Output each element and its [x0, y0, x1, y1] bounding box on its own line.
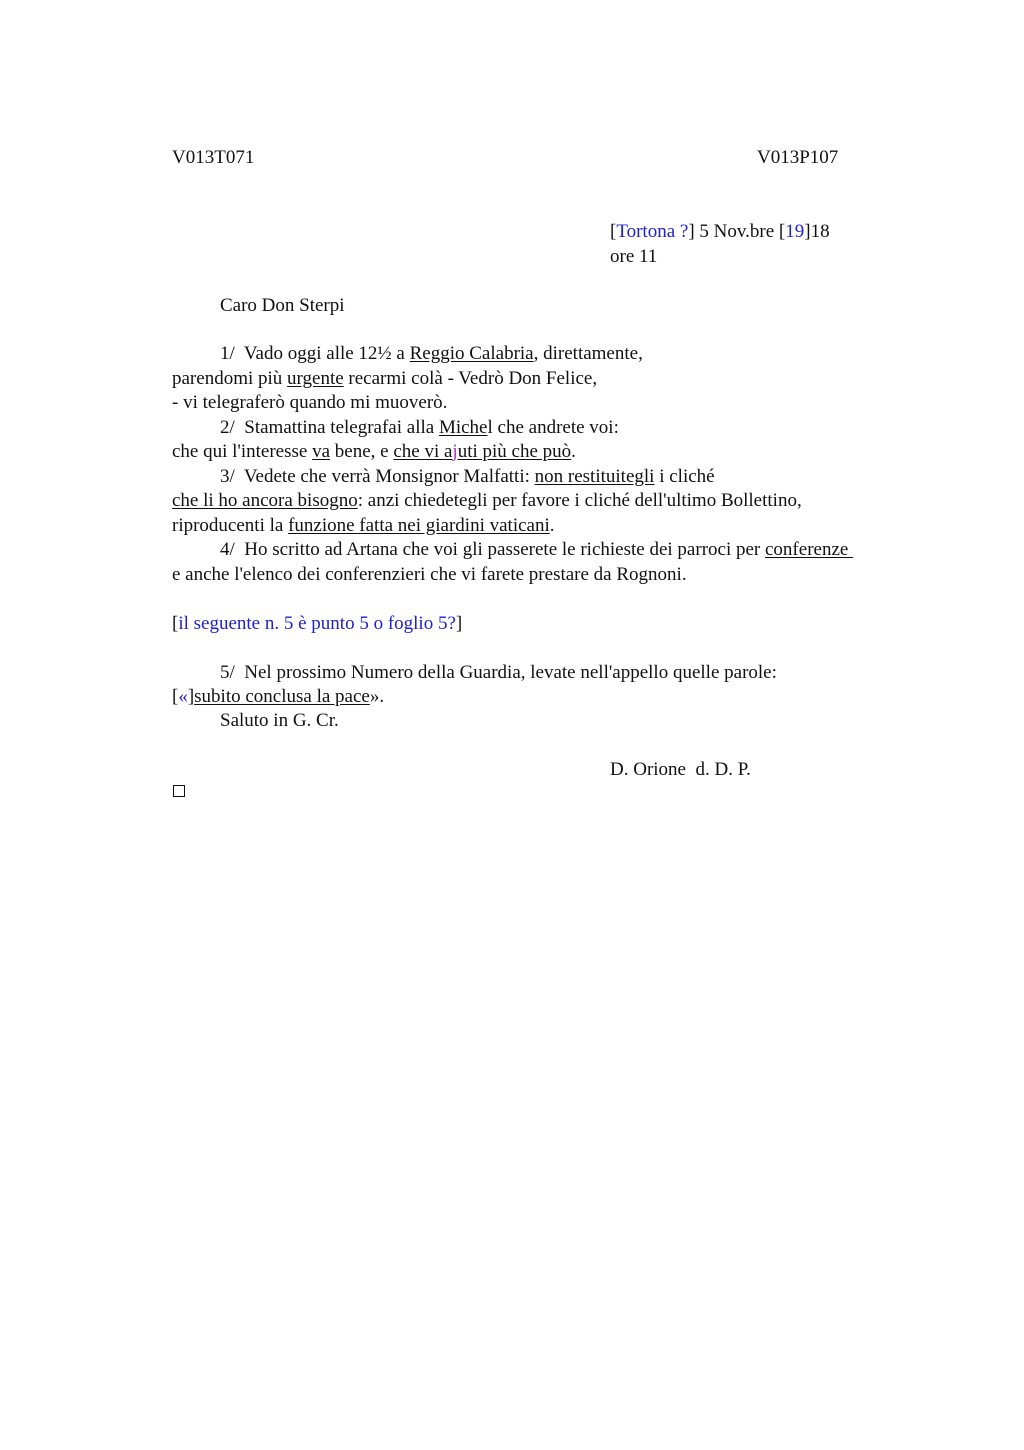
bracket: ] [455, 613, 463, 634]
dateline-date: 5 Nov.bre [694, 221, 779, 242]
bracket: ] [187, 686, 195, 707]
bracket: ] [688, 221, 695, 242]
text: recarmi colà - Vedrò Don Felice, [343, 368, 598, 389]
text: : anzi chiedetegli per favore i cliché dell'ultimo Bollettino, [357, 490, 802, 511]
end-box-icon [173, 785, 185, 797]
paragraph-3-line-2 [172, 489, 802, 513]
underlined-text: va [312, 441, 331, 462]
underlined-text: Reggio Calabria [409, 343, 534, 364]
bracket: [ [172, 686, 179, 707]
text: che vi a [393, 441, 453, 462]
salutation: Caro Don Sterpi [220, 295, 345, 316]
closing-greeting: Saluto in G. Cr. [220, 710, 339, 731]
dateline-year-suffix: 18 [810, 221, 830, 242]
underlined-text: urgente [287, 368, 344, 389]
dateline-time: ore 11 [610, 246, 658, 267]
paragraph-3-line-1 [220, 465, 715, 489]
bracket: ] [804, 221, 811, 242]
text: 3/ Vedete che verrà Monsignor Malfatti: [220, 466, 535, 487]
editor-note [172, 612, 462, 636]
paragraph-2-line-1 [220, 416, 619, 440]
underlined-text: conferenze [765, 539, 854, 560]
paragraph-1-line-3: - vi telegraferò quando mi muoverò. [172, 392, 448, 413]
paragraph-1-line-2 [172, 367, 597, 391]
text: . [549, 515, 555, 536]
bracket: [ [172, 613, 179, 634]
document-code-left: V013T071 [172, 147, 255, 168]
dateline-year-prefix: 19 [785, 221, 805, 242]
paragraph-4-line-1 [220, 538, 853, 562]
text: che qui l'interesse [172, 441, 313, 462]
text: ». [369, 686, 385, 707]
text: uti più che può [457, 441, 572, 462]
underlined-text: non restituitegli [534, 466, 655, 487]
text: 2/ Stamattina telegrafai alla [220, 417, 439, 438]
text: . [571, 441, 576, 462]
underlined-text: subito conclusa la pace [194, 686, 370, 707]
document-code-right: V013P107 [757, 147, 839, 168]
underlined-phrase [393, 441, 571, 462]
text: l che andrete voi: [487, 417, 619, 438]
text: i cliché [654, 466, 715, 487]
dateline-place: Tortona ? [616, 221, 689, 242]
underlined-text: Miche [438, 417, 488, 438]
bracket: [ [778, 221, 786, 242]
paragraph-1-line-1 [220, 342, 643, 366]
highlighted-letter: j [452, 441, 458, 462]
text: riproducenti la [172, 515, 289, 536]
text: bene, e [330, 441, 394, 462]
signature: D. Orione d. D. P. [610, 759, 751, 780]
underlined-text: che li ho ancora bisogno [172, 490, 358, 511]
quote-mark: « [178, 686, 188, 707]
bracket: [ [610, 221, 617, 242]
underlined-text: funzione fatta nei giardini vaticani [288, 515, 550, 536]
paragraph-5-line-1: 5/ Nel prossimo Numero della Guardia, levate nell'appello quelle parole: [220, 662, 777, 683]
dateline [610, 220, 830, 244]
editor-note-text: il seguente n. 5 è punto 5 o foglio 5? [178, 613, 456, 634]
paragraph-5-line-2 [172, 685, 384, 709]
paragraph-3-line-3 [172, 514, 555, 538]
text: 1/ Vado oggi alle 12½ a [220, 343, 410, 364]
text: 4/ Ho scritto ad Artana che voi gli passerete le richieste dei parroci per [220, 539, 765, 560]
text: , direttamente, [533, 343, 643, 364]
text: parendomi più [172, 368, 288, 389]
paragraph-4-line-2: e anche l'elenco dei conferenzieri che vi farete prestare da Rognoni. [172, 564, 687, 585]
paragraph-2-line-2 [172, 440, 576, 464]
